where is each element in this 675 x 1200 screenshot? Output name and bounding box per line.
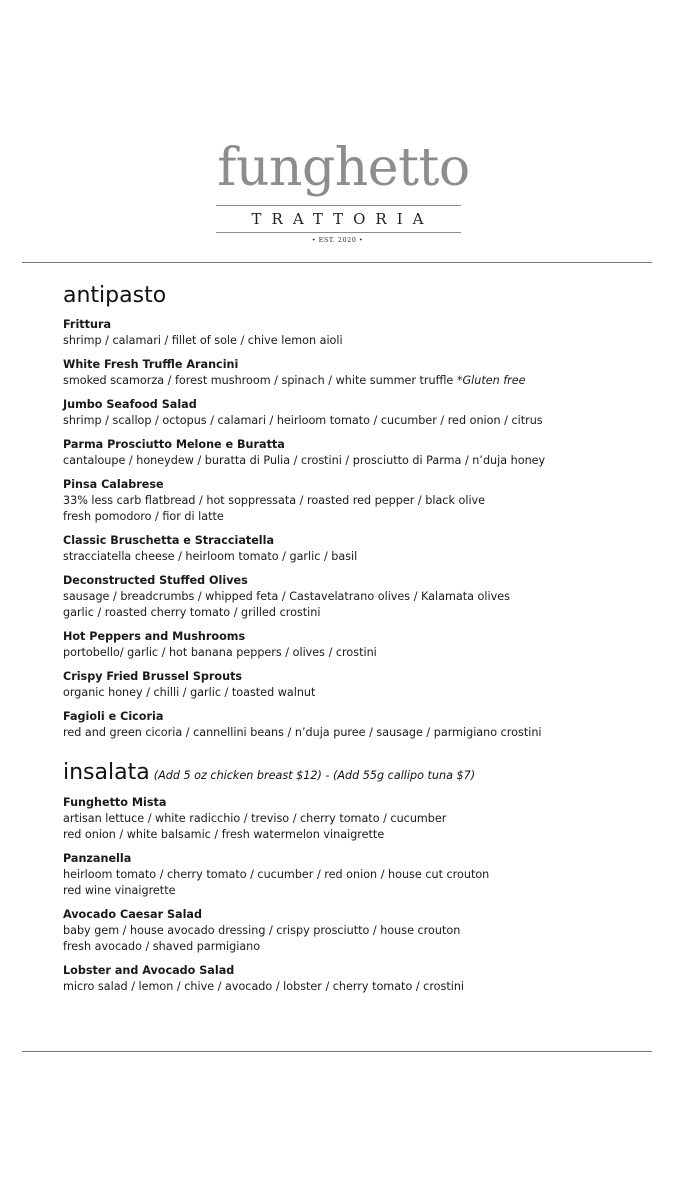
menu-item [63,317,663,349]
antipasto-items [63,317,663,741]
description-line: fresh pomodoro / fior di latte [63,510,224,523]
menu-item [63,629,663,661]
item-description [63,453,663,469]
insalata-section [63,760,663,995]
item-name: Deconstructed Stuffed Olives [63,574,248,587]
logo-rule-top [216,205,461,206]
item-description [63,589,663,621]
description-line: micro salad / lemon / chive / avocado / lobster / cherry tomato / crostini [63,980,465,993]
description-line: stracciatella cheese / heirloom tomato / garlic / basil [63,550,358,563]
restaurant-logo [0,138,675,198]
description-line: heirloom tomato / cherry tomato / cucumber / red onion / house cut crouton [63,868,490,881]
item-name: White Fresh Truffle Arancini [63,358,239,371]
item-description [63,549,663,565]
description-line: shrimp / scallop / octopus / calamari / heirloom tomato / cucumber / red onion / citrus [63,414,543,427]
section-title: antipasto [63,283,167,308]
item-name: Frittura [63,318,112,331]
item-description [63,979,663,995]
item-name: Pinsa Calabrese [63,478,164,491]
description-line: fresh avocado / shaved parmigiano [63,940,261,953]
item-description [63,685,663,701]
description-line: sausage / breadcrumbs / whipped feta / Castavelatrano olives / Kalamata olives [63,590,510,603]
menu-item [63,533,663,565]
menu-item [63,795,663,843]
antipasto-section [63,283,663,741]
item-description [63,333,663,349]
description-line: smoked scamorza / forest mushroom / spinach / white summer truffle *Gluten free [63,374,526,387]
item-name: Lobster and Avocado Salad [63,964,235,977]
description-line: red onion / white balsamic / fresh watermelon vinaigrette [63,828,385,841]
item-name: Hot Peppers and Mushrooms [63,630,246,643]
item-name: Avocado Caesar Salad [63,908,202,921]
menu-item [63,709,663,741]
menu-item [63,357,663,389]
menu-item [63,437,663,469]
item-description [63,645,663,661]
logo-wordmark: funghetto [217,138,470,198]
item-description [63,373,663,389]
description-line: 33% less carb flatbread / hot soppressata / roasted red pepper / black olive [63,494,486,507]
logo-rule-bottom [216,232,461,233]
top-divider [22,262,652,263]
description-line: red wine vinaigrette [63,884,176,897]
item-name: Parma Prosciutto Melone e Buratta [63,438,285,451]
description-line: shrimp / calamari / fillet of sole / chive lemon aioli [63,334,343,347]
item-name: Fagioli e Cicoria [63,710,164,723]
menu-item [63,669,663,701]
item-description [63,413,663,429]
item-description [63,725,663,741]
item-name: Classic Bruschetta e Stracciatella [63,534,275,547]
item-name: Jumbo Seafood Salad [63,398,197,411]
menu-item [63,397,663,429]
description-line: portobello/ garlic / hot banana peppers / olives / crostini [63,646,377,659]
section-title-text: insalata [63,760,150,785]
description-line: red and green cicoria / cannellini beans / n’duja puree / sausage / parmigiano crostini [63,726,542,739]
menu-item [63,907,663,955]
description-line: artisan lettuce / white radicchio / treviso / cherry tomato / cucumber [63,812,447,825]
logo-established: • EST. 2020 • [311,236,364,244]
description-line: organic honey / chilli / garlic / toasted walnut [63,686,316,699]
item-name: Crispy Fried Brussel Sprouts [63,670,243,683]
menu-item [63,573,663,621]
dietary-note: *Gluten free [453,374,526,387]
item-description [63,811,663,843]
section-note: (Add 5 oz chicken breast $12) - (Add 55g callipo tuna $7) [153,769,476,782]
section-title [63,760,663,789]
item-name: Funghetto Mista [63,796,167,809]
logo-subtitle: TRATTORIA [251,210,434,228]
description-line: garlic / roasted cherry tomato / grilled crostini [63,606,321,619]
description-line: cantaloupe / honeydew / buratta di Pulia / crostini / prosciutto di Parma / n’duja honey [63,454,546,467]
menu-content [63,283,663,995]
item-name: Panzanella [63,852,132,865]
item-description [63,493,663,525]
bottom-divider [22,1051,652,1052]
menu-item [63,963,663,995]
insalata-items [63,795,663,995]
menu-item [63,477,663,525]
menu-item [63,851,663,899]
item-description [63,867,663,899]
description-line: baby gem / house avocado dressing / crispy prosciutto / house crouton [63,924,461,937]
item-description [63,923,663,955]
